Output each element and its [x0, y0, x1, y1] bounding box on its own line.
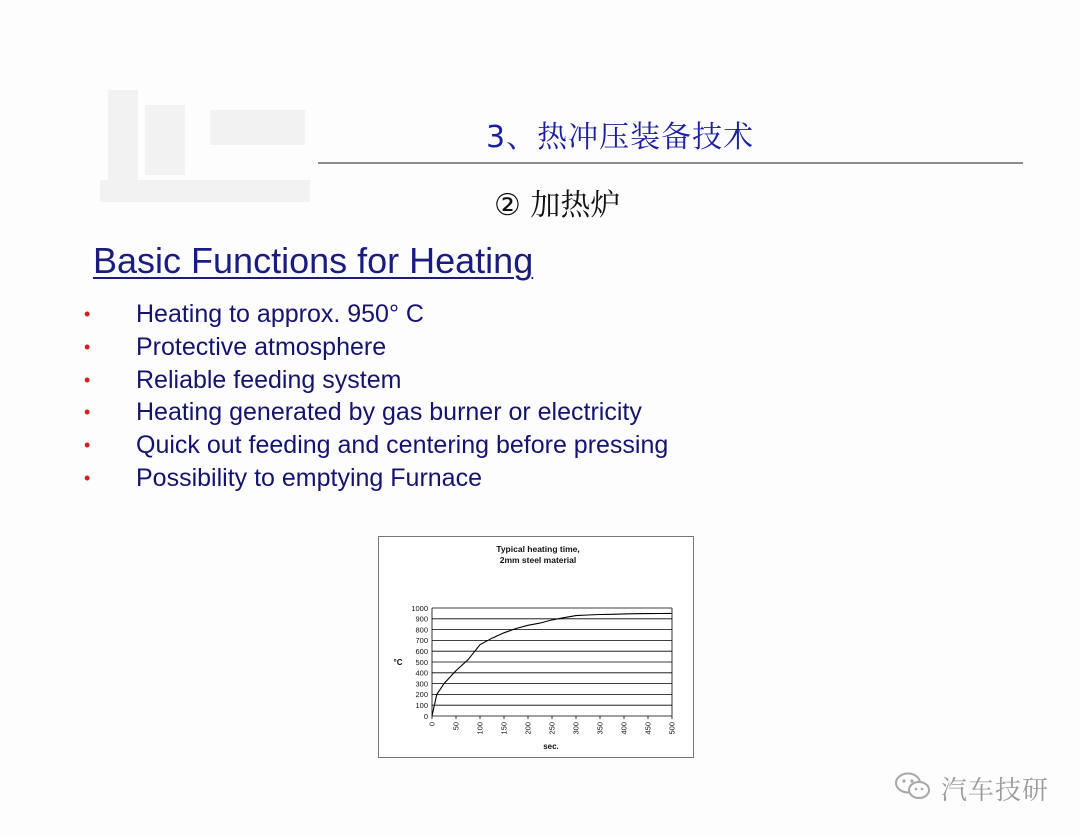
y-axis-label: °C	[393, 658, 403, 667]
x-tick-label: 500	[667, 722, 677, 735]
x-tick-label: 350	[595, 722, 605, 735]
x-tick-label: 300	[571, 722, 581, 735]
subtitle: ② 加热炉	[494, 188, 621, 223]
y-tick-label: 700	[415, 636, 428, 646]
y-tick-label: 1000	[411, 603, 428, 613]
bullet-text: Protective atmosphere	[136, 332, 387, 361]
y-tick-label: 500	[415, 657, 428, 667]
bullet-dot: •	[84, 304, 91, 324]
x-tick-label: 50	[451, 722, 461, 731]
bullet-dot: •	[84, 435, 91, 456]
x-axis-label: sec.	[543, 742, 559, 751]
chart-subtitle: 2mm steel material	[499, 555, 577, 565]
chart-title: Typical heating time,	[496, 544, 580, 554]
watermark	[893, 770, 1049, 806]
x-tick-label: 400	[619, 722, 629, 735]
bullet-dot: •	[84, 402, 91, 423]
x-tick-label: 200	[523, 722, 533, 735]
y-tick-label: 400	[415, 668, 428, 678]
y-tick-label: 900	[415, 614, 428, 624]
y-tick-label: 800	[415, 625, 428, 635]
bullet-text: Heating generated by gas burner or electricity	[136, 398, 642, 427]
series-line	[432, 613, 672, 716]
faded-logo	[90, 80, 320, 210]
y-tick-label: 300	[415, 679, 428, 689]
x-tick-label: 250	[547, 722, 557, 735]
y-tick-label: 200	[415, 690, 428, 700]
wechat-icon	[893, 770, 933, 807]
x-tick-label: 100	[475, 722, 485, 735]
title-divider	[318, 162, 1023, 164]
x-tick-label: 150	[499, 722, 509, 735]
y-tick-label: 600	[415, 647, 428, 656]
watermark-text: 汽车技研	[941, 775, 1050, 806]
bullet-text: Heating to approx. 950° C	[136, 300, 424, 328]
bullet-text: Quick out feeding and centering before pressing	[136, 431, 669, 460]
section-title: 3、热冲压装备技术	[486, 120, 755, 155]
y-tick-label: 100	[415, 701, 428, 710]
bullet-dot: •	[84, 336, 91, 357]
chart-canvas	[379, 537, 695, 759]
bullet-text: Possibility to emptying Furnace	[136, 463, 482, 492]
x-tick-label: 450	[643, 722, 653, 735]
y-tick-label: 0	[423, 711, 428, 721]
slide-heading: Basic Functions for Heating	[93, 240, 534, 281]
bullet-dot: •	[84, 467, 91, 488]
bullet-dot: •	[84, 369, 91, 390]
x-tick-label: 0	[427, 722, 437, 727]
heating-time-chart	[378, 536, 694, 758]
bullet-text: Reliable feeding system	[136, 365, 402, 394]
